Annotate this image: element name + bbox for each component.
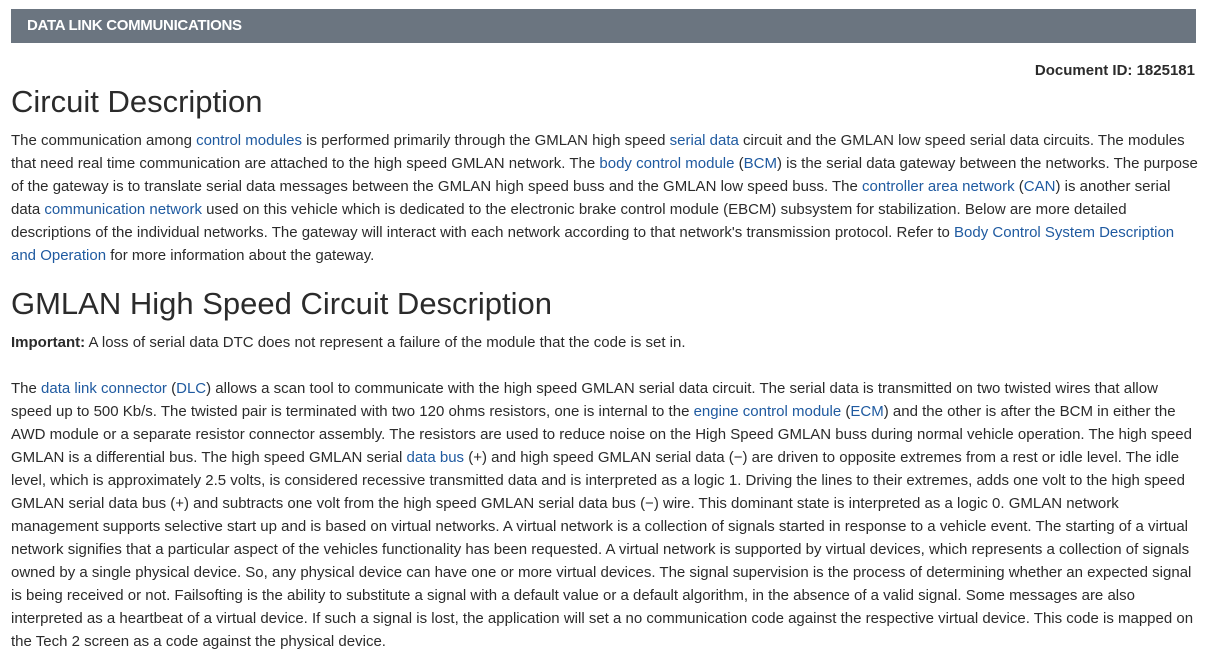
link-data-link-connector[interactable]: data link connector — [41, 380, 167, 397]
link-body-control-module[interactable]: body control module — [599, 155, 735, 172]
link-controller-area-network[interactable]: controller area network — [862, 178, 1015, 195]
link-bcm[interactable]: BCM — [743, 155, 777, 172]
heading-gmlan-high-speed: GMLAN High Speed Circuit Description — [11, 286, 552, 321]
text: ) allows a scan tool to communicate with the high speed GMLAN serial data circuit. The serial data is transmitted on two twisted wires that allow speed up to 500 Kb/s. The twisted pair is terminated with two 120 ohms resistors, one is internal to the — [11, 380, 1158, 420]
link-communication-network[interactable]: communication network — [44, 201, 202, 218]
important-label: Important: — [11, 334, 86, 351]
document-id: Document ID: 1825181 — [1034, 62, 1195, 79]
link-body-control-system-description[interactable]: Body Control System Description and Operation — [11, 224, 1175, 264]
text: ) is another serial data — [11, 178, 1171, 218]
text: ( — [841, 403, 851, 420]
link-ecm[interactable]: ECM — [850, 403, 884, 420]
text: ( — [166, 380, 177, 397]
link-serial-data[interactable]: serial data — [669, 132, 739, 149]
section-header-title: DATA LINK COMMUNICATIONS — [27, 17, 242, 34]
link-dlc[interactable]: DLC — [176, 380, 207, 397]
text: The communication among — [11, 132, 197, 149]
text: ( — [1014, 178, 1024, 195]
text: is performed primarily through the GMLAN high speed — [301, 132, 670, 149]
link-can[interactable]: CAN — [1023, 178, 1056, 195]
text: The — [11, 380, 42, 397]
text: ) is the serial data gateway between the networks. The purpose of the gateway is to translate serial data messages between the GMLAN high speed buss and the GMLAN low speed buss. The — [11, 155, 1198, 195]
link-control-modules[interactable]: control modules — [196, 132, 302, 149]
text: used on this vehicle which is dedicated to the electronic brake control module (EBCM) subsystem for stabilization. Below are more detailed descriptions of the individual networks. The gateway will interact with each network according to that network's transmission protocol. Refer to — [11, 201, 1127, 241]
circuit-description-paragraph — [11, 129, 1201, 267]
section-header-bar — [11, 9, 1196, 43]
text: (+) and high speed GMLAN serial data (−) are driven to opposite extremes from a rest or idle level. The idle level, which is approximately 2.5 volts, is considered recessive transmitted data and is interpreted as a logic 1. Driving the lines to their extremes, adds one volt to the high speed GMLAN serial data bus (+) and subtracts one volt from the high speed GMLAN serial data bus (−) wire. This dominant state is interpreted as a logic 0. GMLAN network management supports selective start up and is based on virtual networks. A virtual network is a collection of signals started in response to a vehicle event. The starting of a virtual network signifies that a particular aspect of the vehicles functionality has been requested. A virtual network is supported by virtual devices, which represents a collection of signals owned by a single physical device. So, any physical device can have one or more virtual devices. The signal supervision is the process of determining whether an expected signal is being received or not. Failsofting is the ability to substitute a signal with a default value or a default algorithm, in the absence of a valid signal. Some messages are also interpreted as a heartbeat of a virtual device. If such a signal is lost, the application will set a no communication code against the respective virtual device. This code is mapped on the Tech 2 screen as a code against the physical device. — [11, 449, 1194, 650]
text: ( — [734, 155, 744, 172]
heading-circuit-description: Circuit Description — [11, 84, 263, 119]
link-data-bus[interactable]: data bus — [406, 449, 465, 466]
gmlan-description-paragraph — [11, 377, 1201, 653]
text: circuit and the GMLAN low speed serial data circuits. The modules that need real time communication are attached to the high speed GMLAN network. The — [11, 132, 1185, 172]
important-note — [11, 331, 1201, 354]
link-engine-control-module[interactable]: engine control module — [693, 403, 842, 420]
text: ) and the other is after the BCM in either the AWD module or a separate resistor connector assembly. The resistors are used to reduce noise on the High Speed GMLAN buss during normal vehicle operation. The high speed GMLAN is a differential bus. The high speed GMLAN serial — [11, 403, 1192, 466]
important-text: A loss of serial data DTC does not represent a failure of the module that the code is set in. — [85, 334, 686, 351]
text: for more information about the gateway. — [106, 247, 375, 264]
